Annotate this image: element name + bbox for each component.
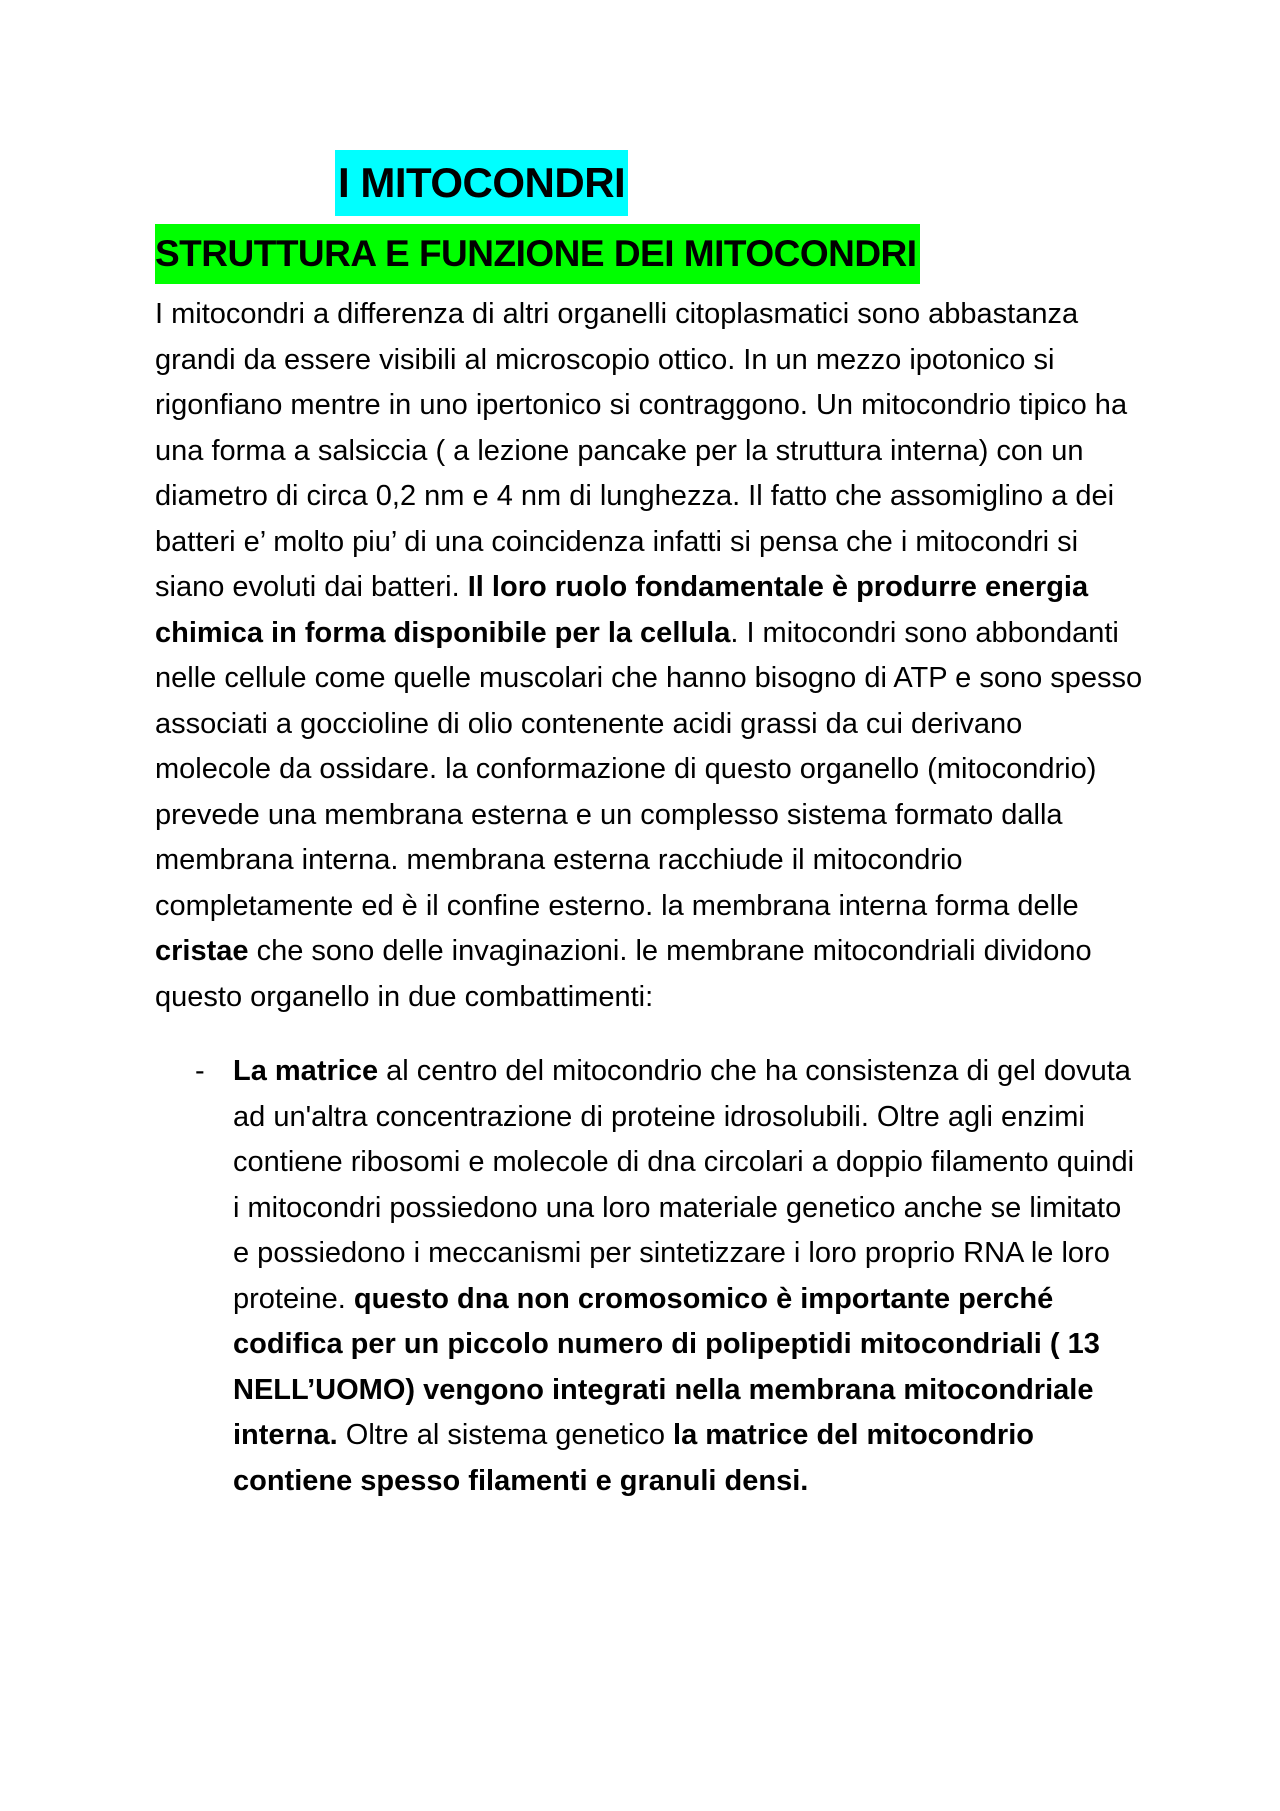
intro-text-1: I mitocondri a differenza di altri organelli citoplasmatici sono abbastanza grandi da essere visibili al microscopio ottico. In un mezzo ipotonico si rigonfiano mentre in uno ipertonico si contraggono. Un mitocondrio tipico ha una forma a salsiccia ( a lezione pancake per la struttura interna) con un diametro di circa 0,2 nm e 4 nm di lunghezza. Il fatto che assomiglino a dei batteri e’ molto piu’ di una coincidenza infatti si pensa che i mitocondri si siano evoluti dai batteri. [155,298,1128,603]
intro-text-2: . I mitocondri sono abbondanti nelle cellule come quelle muscolari che hanno bisogno di ATP e sono spesso associati a goccioline di olio contenente acidi grassi da cui derivano molecole da ossidare. la conformazione di questo organello (mitocondrio) prevede una membrana esterna e un complesso sistema formato dalla membrana interna. membrana esterna racchiude il mitocondrio completamente ed è il confine esterno. la membrana interna forma delle [155,616,1143,922]
bullet-dash: - [195,1055,205,1087]
bullet-term: La matrice [233,1055,379,1087]
title-line [335,150,1135,216]
intro-paragraph [155,292,1145,1020]
document-page [155,150,1143,1504]
subtitle-line [155,224,1135,284]
bullet-text [233,1055,1134,1497]
bullet-item-matrice [155,1049,1145,1504]
page-title: I MITOCONDRI [335,150,628,216]
bullet-text-1: al centro del mitocondrio che ha consistenza di gel dovuta ad un'altra concentrazione di proteine idrosolubili. Oltre agli enzimi contiene ribosomi e molecole di dna circolari a doppio filamento quindi i mitocondri possiedono una loro materiale genetico anche se limitato e possiedono i meccanismi per sintetizzare i loro proprio RNA le loro proteine. [233,1055,1135,1315]
bullet-text-2: Oltre al sistema genetico [337,1419,674,1451]
section-heading: STRUTTURA E FUNZIONE DEI MITOCONDRI [155,224,920,284]
intro-text-3: che sono delle invaginazioni. le membrane mitocondriali dividono questo organello in due combattimenti: [155,935,1092,1013]
intro-bold-1: Il loro ruolo fondamentale è produrre energia chimica in forma disponibile per la cellula [155,571,1089,649]
bullet-bold-2: la matrice del mitocondrio contiene spesso filamenti e granuli densi. [233,1419,1034,1497]
intro-bold-2: cristae [155,935,249,967]
bullet-bold-1: questo dna non cromosomico è importante perché codifica per un piccolo numero di polipeptidi mitocondriali ( 13 NELL’UOMO) vengono integrati nella membrana mitocondriale interna. [233,1282,1100,1451]
